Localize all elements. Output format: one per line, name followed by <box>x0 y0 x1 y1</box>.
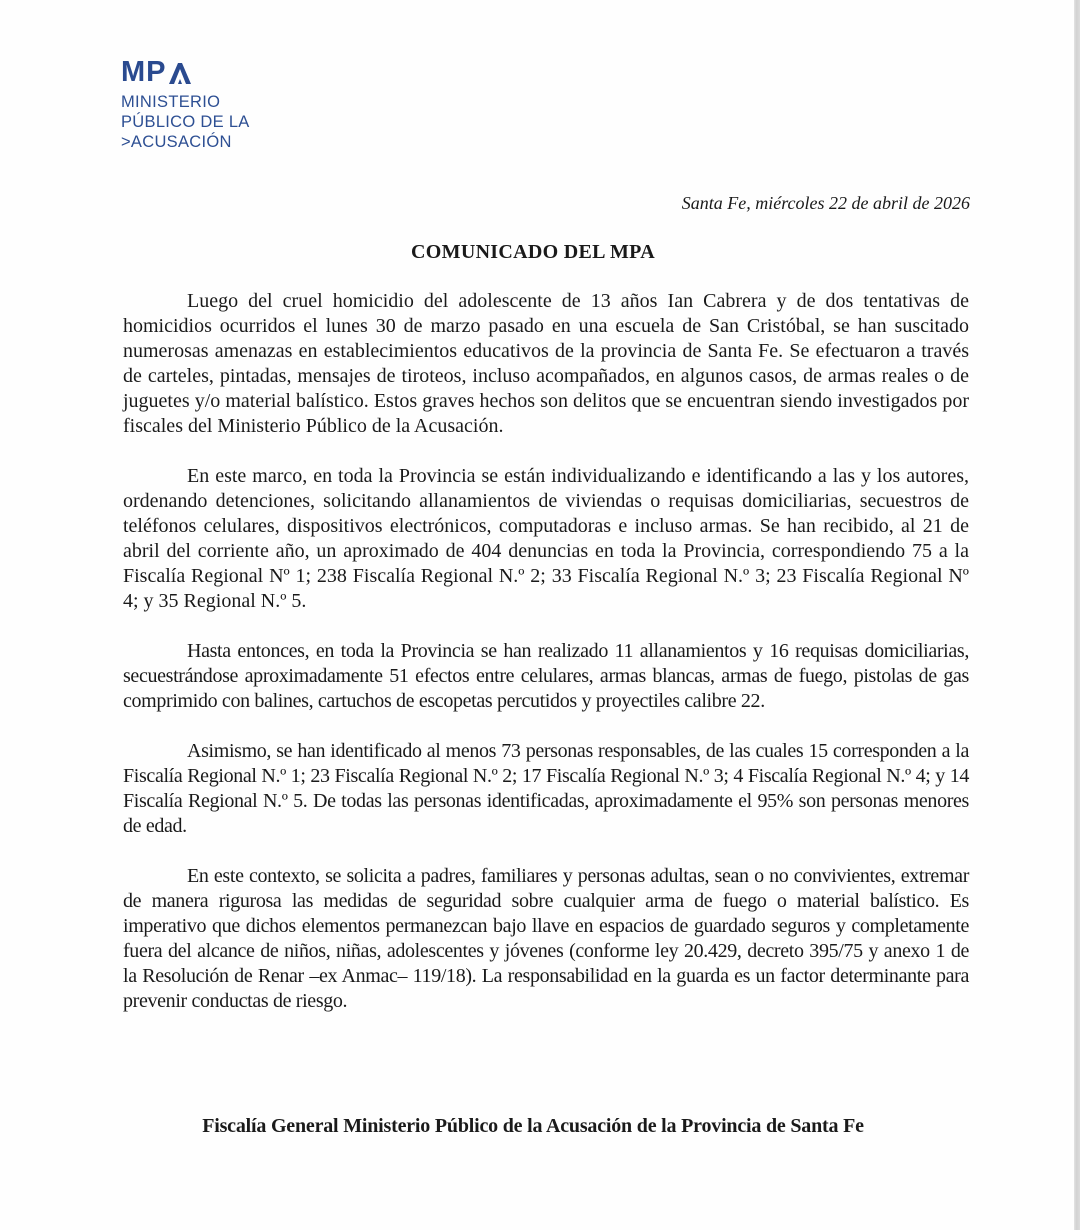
logo-line-3: >ACUSACIÓN <box>121 133 232 151</box>
signature: Fiscalía General Ministerio Público de la Acusación de la Provincia de Santa Fe <box>202 1115 864 1137</box>
logo-mark <box>121 58 250 86</box>
document-body <box>123 289 969 1039</box>
date-line: Santa Fe, miércoles 22 de abril de 2026 <box>681 193 970 213</box>
logo-line-2: PÚBLICO DE LA <box>121 113 250 131</box>
paragraph-2: En este marco, en toda la Provincia se están individualizando e identificando a las y los autores, ordenando detenciones, solicitando allanamientos de viviendas o requisas domiciliarias, secuestros de teléfonos celulares, dispositivos electrónicos, computadoras e incluso armas. Se han recibido, al 21 de abril del corriente año, un aproximado de 404 denuncias en toda la Provincia, correspondiendo 75 a la Fiscalía Regional Nº 1; 238 Fiscalía Regional N.º 2; 33 Fiscalía Regional N.º 3; 23 Fiscalía Regional Nº 4; y 35 Regional N.º 5. <box>123 465 969 612</box>
logo-a-chevron-icon <box>168 64 190 86</box>
logo-line-1: MINISTERIO <box>121 93 221 111</box>
paragraph-3: Hasta entonces, en toda la Provincia se han realizado 11 allanamientos y 16 requisas domiciliarias, secuestrándose aproximadamente 51 efectos entre celulares, armas blancas, armas de fuego, pistolas de gas comprimido con balines, cartuchos de escopetas percutidos y proyectiles calibre 22. <box>123 640 969 712</box>
page-edge-shadow <box>1074 0 1080 1230</box>
mpa-logo <box>121 58 250 152</box>
logo-acronym: MP <box>121 56 167 88</box>
paragraph-4: Asimismo, se han identificado al menos 73 personas responsables, de las cuales 15 corresponden a la Fiscalía Regional N.º 1; 23 Fiscalía Regional N.º 2; 17 Fiscalía Regional N.º 3; 4 Fiscalía Regional N.º 4; y 14 Fiscalía Regional N.º 5. De todas las personas identificadas, aproximadamente el 95% son personas menores de edad. <box>123 740 969 837</box>
document-title: COMUNICADO DEL MPA <box>411 241 655 263</box>
paragraph-1: Luego del cruel homicidio del adolescente de 13 años Ian Cabrera y de dos tentativas de homicidios ocurridos el lunes 30 de marzo pasado en una escuela de San Cristóbal, se han suscitado numerosas amenazas en establecimientos educativos de la provincia de Santa Fe. Se efectuaron a través de carteles, pintadas, mensajes de tiroteos, incluso acompañados, en algunos casos, de armas reales o de juguetes y/o material balístico. Estos graves hechos son delitos que se encuentran siendo investigados por fiscales del Ministerio Público de la Acusación. <box>123 290 969 437</box>
paragraph-5: En este contexto, se solicita a padres, familiares y personas adultas, sean o no convivientes, extremar de manera rigurosa las medidas de seguridad sobre cualquier arma de fuego o material balístico. Es imperativo que dichos elementos permanezcan bajo llave en espacios de guardado seguros y completamente fuera del alcance de niños, niñas, adolescentes y jóvenes (conforme ley 20.429, decreto 395/75 y anexo 1 de la Resolución de Renar –ex Anmac– 119/18). La responsabilidad en la guarda es un factor determinante para prevenir conductas de riesgo. <box>123 865 969 1012</box>
